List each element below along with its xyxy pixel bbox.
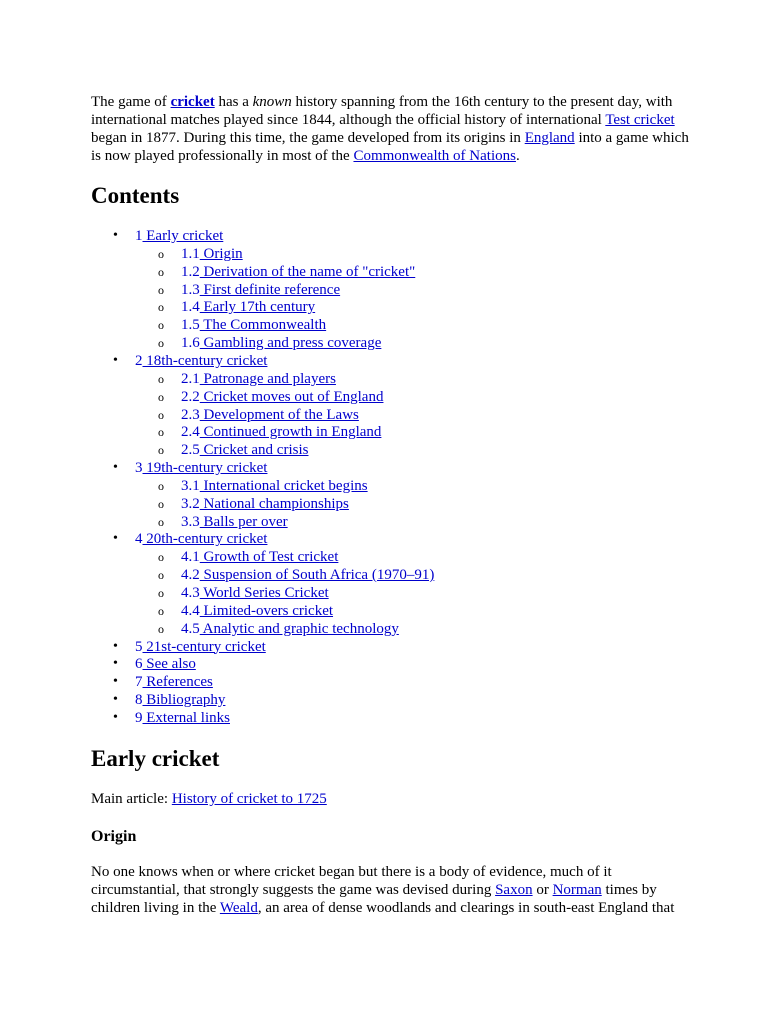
- toc-link[interactable]: [181, 406, 359, 424]
- toc-label: First definite reference: [199, 281, 341, 298]
- toc-label: Early 17th century: [199, 299, 316, 316]
- origin-paragraph: [91, 863, 691, 917]
- toc-subbullet: o: [158, 264, 164, 279]
- toc-number: 2.4: [181, 424, 200, 441]
- toc-label: Early cricket: [142, 228, 224, 244]
- toc-subbullet: o: [158, 478, 164, 493]
- toc-link[interactable]: [181, 281, 340, 299]
- toc-link[interactable]: [135, 638, 266, 656]
- toc-subbullet: o: [158, 568, 164, 583]
- toc-bullet: •: [113, 692, 118, 708]
- toc-label: Bibliography: [142, 692, 226, 709]
- link-commonwealth[interactable]: Commonwealth of Nations: [353, 148, 516, 164]
- toc-link[interactable]: [135, 673, 213, 691]
- toc-number: 1.1: [181, 245, 200, 262]
- toc-label: Development of the Laws: [199, 406, 359, 423]
- toc-subitem: [0, 620, 768, 638]
- toc-number: 4.3: [181, 585, 200, 601]
- toc-subbullet: o: [158, 514, 164, 529]
- link-england[interactable]: England: [524, 130, 575, 146]
- toc-label: World Series Cricket: [199, 585, 329, 601]
- toc-link[interactable]: [181, 620, 399, 638]
- toc-number: 1.6: [181, 335, 200, 352]
- toc-number: 8: [135, 692, 143, 709]
- toc-number: 7: [135, 674, 143, 691]
- toc-number: 3.1: [181, 477, 200, 494]
- toc-subitem: [0, 548, 768, 566]
- toc-link[interactable]: [181, 298, 315, 316]
- toc-bullet: •: [113, 460, 118, 476]
- toc-number: 5: [135, 638, 143, 655]
- origin-text-1: No one knows when or where cricket began but there is a body of evidence, much of it circumstantial, that strongly suggests the game was devised during: [91, 864, 612, 898]
- toc-link[interactable]: [181, 441, 308, 459]
- toc-subbullet: o: [158, 586, 164, 600]
- toc-item: [0, 227, 768, 245]
- toc-label: 19th-century cricket: [142, 460, 268, 477]
- toc-label: Cricket moves out of England: [199, 388, 384, 405]
- toc-link[interactable]: [181, 477, 368, 495]
- main-article-prefix: Main article:: [91, 791, 172, 807]
- toc-number: 4.5: [181, 620, 200, 637]
- toc-subbullet: o: [158, 550, 164, 565]
- toc-label: Cricket and crisis: [199, 442, 309, 459]
- toc-label: Analytic and graphic technology: [199, 620, 399, 637]
- toc-subbullet: o: [158, 300, 164, 315]
- toc-link[interactable]: [135, 709, 230, 727]
- toc-number: 2.1: [181, 370, 200, 387]
- toc-subbullet: o: [158, 443, 164, 458]
- toc-label: Growth of Test cricket: [199, 549, 339, 566]
- toc-item: [0, 459, 768, 477]
- toc-label: 20th-century cricket: [142, 531, 268, 548]
- toc-number: 2: [135, 352, 143, 369]
- link-saxon[interactable]: Saxon: [495, 882, 533, 898]
- toc-label: The Commonwealth: [199, 317, 327, 334]
- toc-subitem: [0, 334, 768, 352]
- toc-link[interactable]: [181, 334, 381, 352]
- toc-link[interactable]: [181, 602, 333, 620]
- toc-link[interactable]: [135, 459, 267, 477]
- toc-link[interactable]: [181, 423, 381, 441]
- toc-link[interactable]: [181, 370, 336, 388]
- toc-number: 4.1: [181, 549, 200, 566]
- toc-label: Gambling and press coverage: [199, 335, 382, 352]
- toc-subitem: [0, 477, 768, 495]
- toc-number: 1.2: [181, 263, 200, 280]
- toc-label: Limited-overs cricket: [199, 602, 334, 619]
- toc-number: 2.3: [181, 406, 200, 423]
- toc-item: [0, 691, 768, 709]
- origin-text-2: or: [532, 882, 553, 898]
- toc-label: Origin: [199, 245, 243, 262]
- main-article-note: [91, 790, 327, 808]
- toc-subbullet: o: [158, 318, 164, 333]
- toc-number: 1.5: [181, 317, 200, 334]
- toc-bullet: •: [113, 531, 118, 547]
- origin-text-4: , an area of dense woodlands and clearings in south-east England that: [257, 900, 675, 916]
- toc-link[interactable]: [181, 316, 326, 334]
- toc-subitem: [0, 495, 768, 513]
- toc-number: 1.4: [181, 299, 200, 316]
- link-cricket[interactable]: cricket: [170, 94, 215, 110]
- toc-number: 2.5: [181, 442, 200, 459]
- toc-subitem: [0, 281, 768, 299]
- toc-subitem: [0, 441, 768, 459]
- origin-text-3: times by children living in the: [91, 882, 657, 916]
- toc-link[interactable]: [135, 352, 267, 370]
- toc-bullet: •: [113, 638, 118, 654]
- toc-bullet: •: [113, 674, 118, 690]
- toc-label: International cricket begins: [199, 477, 368, 494]
- intro-paragraph: [91, 93, 691, 165]
- toc-label: References: [142, 674, 213, 691]
- intro-text-5: into a game which is now played professionally in most of the: [91, 130, 689, 164]
- toc-label: Suspension of South Africa (1970–91): [199, 567, 435, 584]
- toc-label: See also: [142, 656, 196, 673]
- toc-subitem: [0, 263, 768, 281]
- toc-label: Continued growth in England: [199, 424, 382, 441]
- toc-subitem: [0, 423, 768, 441]
- toc-number: 3.3: [181, 513, 200, 530]
- toc-number: 4: [135, 531, 143, 548]
- toc-item: [0, 352, 768, 370]
- toc-subitem: [0, 584, 768, 602]
- toc-label: 18th-century cricket: [142, 352, 268, 369]
- toc-link[interactable]: [181, 584, 329, 602]
- toc-link[interactable]: [181, 548, 338, 566]
- toc-item: [0, 709, 768, 727]
- toc-label: National championships: [199, 495, 349, 512]
- toc-subbullet: o: [158, 371, 164, 386]
- toc-item: [0, 638, 768, 656]
- toc-label: External links: [142, 709, 230, 726]
- toc-link[interactable]: [181, 513, 288, 531]
- link-weald[interactable]: Weald: [219, 900, 258, 916]
- link-history-to-1725[interactable]: History of cricket to 1725: [171, 791, 327, 807]
- toc-label: 21st-century cricket: [142, 638, 266, 655]
- toc-label: Balls per over: [199, 513, 288, 530]
- toc-link[interactable]: [135, 655, 196, 673]
- toc-link[interactable]: [135, 691, 225, 709]
- toc-subbullet: o: [158, 496, 164, 511]
- toc-subitem: [0, 316, 768, 334]
- toc-number: 3: [135, 460, 143, 477]
- toc-bullet: •: [113, 656, 118, 672]
- early-cricket-heading: Early cricket: [91, 746, 220, 771]
- toc-bullet: •: [113, 228, 118, 243]
- toc-link[interactable]: [181, 245, 243, 263]
- toc-link[interactable]: [181, 388, 383, 406]
- link-test-cricket[interactable]: Test cricket: [605, 112, 675, 128]
- intro-text-1: The game of: [91, 94, 171, 110]
- toc-bullet: •: [113, 709, 118, 725]
- contents-heading: Contents: [91, 183, 180, 208]
- toc-subbullet: o: [158, 407, 164, 422]
- toc-subitem: [0, 513, 768, 531]
- toc-subitem: [0, 298, 768, 316]
- intro-text-6: .: [515, 148, 520, 164]
- toc-subitem: [0, 245, 768, 263]
- toc-number: 1.3: [181, 281, 200, 298]
- toc-subitem: [0, 406, 768, 424]
- toc-link[interactable]: [181, 263, 415, 281]
- toc-item: [0, 655, 768, 673]
- intro-known: known: [252, 94, 292, 110]
- intro-text-4: began in 1877. During this time, the game developed from its origins in: [91, 130, 525, 146]
- toc-number: 1: [135, 228, 143, 244]
- toc-subitem: [0, 370, 768, 388]
- toc-bullet: •: [113, 352, 118, 368]
- toc-label: Patronage and players: [199, 370, 336, 387]
- toc-subitem: [0, 566, 768, 584]
- toc-number: 4.2: [181, 567, 200, 584]
- toc-link[interactable]: [181, 495, 349, 513]
- toc-item: [0, 673, 768, 691]
- intro-text-2: has a: [214, 94, 253, 110]
- toc-subitem: [0, 602, 768, 620]
- toc-subbullet: o: [158, 425, 164, 440]
- toc-label: Derivation of the name of "cricket": [199, 263, 416, 280]
- toc-link[interactable]: [181, 566, 434, 584]
- toc-link[interactable]: [135, 227, 223, 245]
- toc-subbullet: o: [158, 621, 164, 636]
- toc-subbullet: o: [158, 603, 164, 618]
- origin-heading: Origin: [91, 828, 137, 845]
- toc-number: 4.4: [181, 602, 200, 619]
- toc-subbullet: o: [158, 282, 164, 297]
- link-norman[interactable]: Norman: [552, 882, 602, 898]
- toc-subitem: [0, 388, 768, 406]
- toc-subbullet: o: [158, 389, 164, 404]
- toc-link[interactable]: [135, 530, 267, 548]
- toc-number: 6: [135, 656, 143, 673]
- toc-item: [0, 530, 768, 548]
- toc-number: 9: [135, 709, 143, 726]
- toc-subbullet: o: [158, 336, 164, 351]
- toc-number: 3.2: [181, 495, 200, 512]
- toc-number: 2.2: [181, 388, 200, 405]
- intro-text-3: history spanning from the 16th century to the present day, with international matches played since 1844, although the official history of international: [91, 94, 673, 128]
- toc-subbullet: o: [158, 246, 164, 261]
